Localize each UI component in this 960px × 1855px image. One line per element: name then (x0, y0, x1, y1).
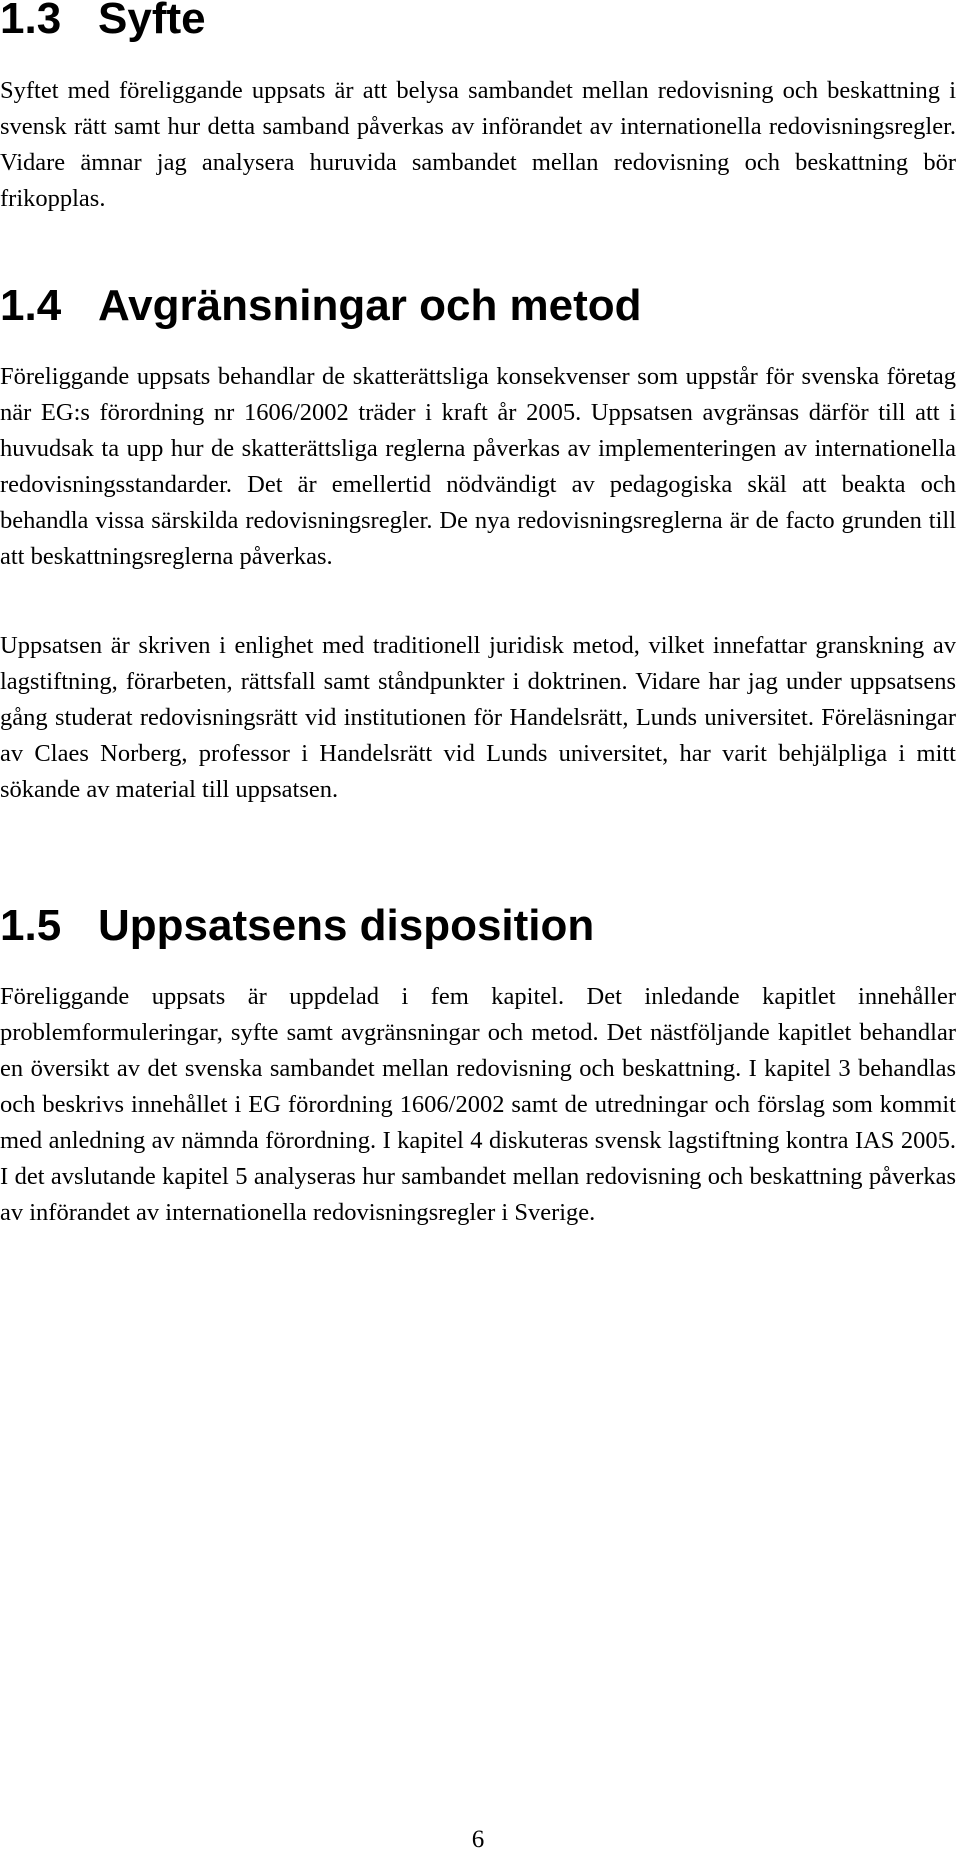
page-number: 6 (471, 1826, 485, 1853)
section-number: 1.3 (0, 0, 62, 43)
paragraph-disposition: Föreliggande uppsats är uppdelad i fem kapitel. Det inledande kapitlet innehåller problemformuleringar, syfte samt avgränsningar och metod. Det nästföljande kapitlet behandlar en översikt av det svenska sambandet mellan redovisning och beskattning. I kapitel 3 behandlas och beskrivs innehållet i EG förordning 1606/2002 samt de utredningar och förslag som kommit med anledning av nämnda förordning. I kapitel 4 diskuteras svensk lagstiftning kontra IAS 2005. I det avslutande kapitel 5 analyseras hur sambandet mellan redovisning och beskattning påverkas av införandet av internationella redovisningsregler i Sverige. (0, 983, 956, 1226)
section-number: 1.4 (0, 281, 62, 330)
section-title: Uppsatsens disposition (98, 901, 595, 950)
section-title: Avgränsningar och metod (98, 281, 642, 330)
section-number: 1.5 (0, 901, 62, 950)
paragraph-syfte: Syftet med föreliggande uppsats är att belysa sambandet mellan redovisning och beskattning i svensk rätt samt hur detta samband påverkas av införandet av internationella redovisningsregler. Vidare ämnar jag analysera huruvida sambandet mellan redovisning och beskattning bör frikopplas. (0, 77, 956, 212)
paragraph-avgransningar-2: Uppsatsen är skriven i enlighet med traditionell juridisk metod, vilket innefattar granskning av lagstiftning, förarbeten, rättsfall samt ståndpunkter i doktrinen. Vidare har jag under uppsatsens gång studerat redovisningsrätt vid institutionen för Handelsrätt, Lunds universitet. Föreläsningar av Claes Norberg, professor i Handelsrätt vid Lunds universitet, har varit behjälpliga i mitt sökande av material till uppsatsen. (0, 632, 956, 803)
paragraph-avgransningar-1: Föreliggande uppsats behandlar de skatterättsliga konsekvenser som uppstår för svenska företag när EG:s förordning nr 1606/2002 träder i kraft år 2005. Uppsatsen avgränsas därför till att i huvudsak ta upp hur de skatterättsliga reglerna påverkas av implementeringen av internationella redovisningsstandarder. Det är emellertid nödvändigt av pedagogiska skäl att beakta och behandla vissa särskilda redovisningsregler. De nya redovisningsreglerna är de facto grunden till att beskattningsreglerna påverkas. (0, 363, 956, 570)
section-heading-avgransningar (0, 281, 642, 330)
section-title: Syfte (98, 0, 206, 43)
section-heading-disposition (0, 901, 595, 950)
section-heading-syfte (0, 0, 206, 41)
